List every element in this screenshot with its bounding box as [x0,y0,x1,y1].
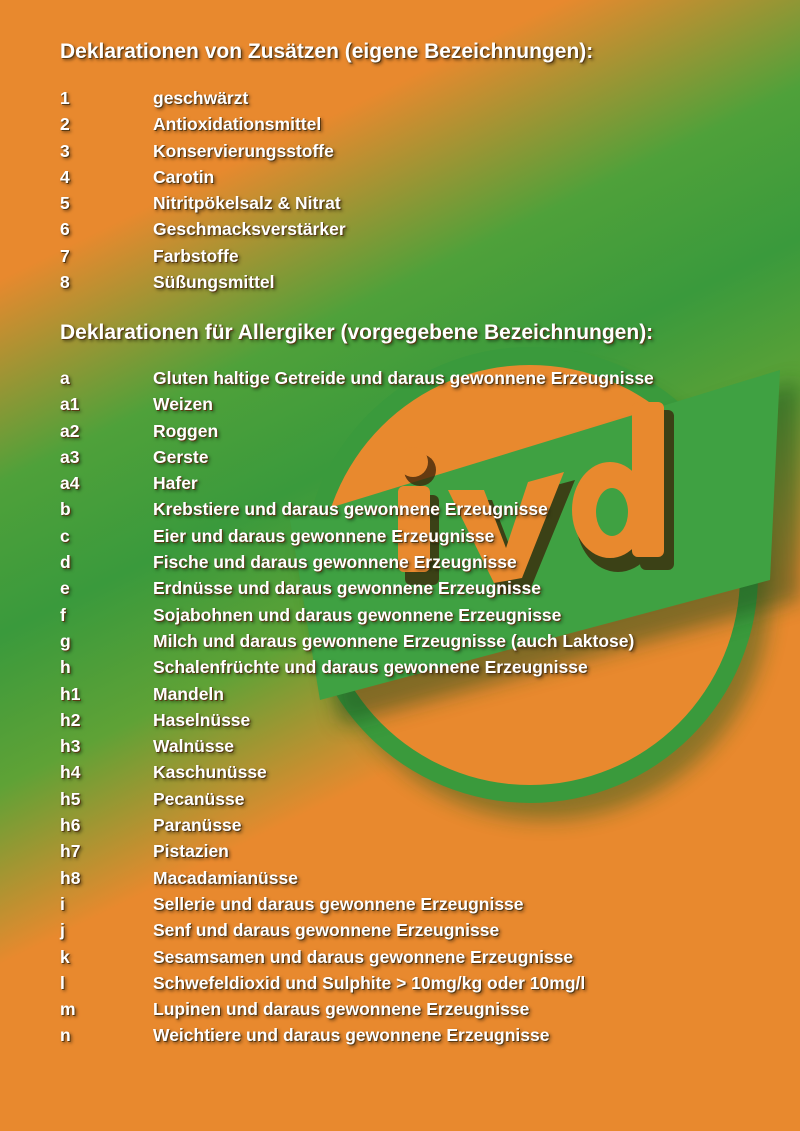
item-label: Farbstoffe [153,245,239,266]
item-label: Pecanüsse [153,788,245,809]
list-item [0,269,800,295]
item-label: Geschmacksverstärker [153,219,346,240]
item-label: Hafer [153,473,198,494]
item-label: Walnüsse [153,736,235,757]
list-item [0,865,800,891]
item-label: Süßungsmittel [153,272,275,293]
item-code: h2 [60,709,81,730]
item-code: a2 [60,420,80,441]
list-item [0,786,800,812]
additives-heading: Deklarationen von Zusätzen (eigene Bezeichnungen): [60,40,594,63]
list-item [0,970,800,996]
item-code: i [60,893,65,914]
item-label: Nitritpökelsalz & Nitrat [153,193,341,214]
item-code: j [60,920,65,941]
list-item [0,470,800,496]
list-item [0,681,800,707]
item-code: 6 [60,219,70,240]
item-code: 3 [60,140,70,161]
item-label: Mandeln [153,683,224,704]
list-item [0,733,800,759]
item-code: g [60,630,71,651]
list-item [0,164,800,190]
item-label: Weichtiere und daraus gewonnene Erzeugnisse [153,1025,550,1046]
item-label: geschwärzt [153,88,249,108]
list-item [0,111,800,137]
item-code: h4 [60,762,81,783]
item-label: Sesamsamen und daraus gewonnene Erzeugnisse [153,946,574,967]
item-code: h5 [60,788,81,809]
item-label: Fische und daraus gewonnene Erzeugnisse [153,552,517,573]
item-label: Schwefeldioxid und Sulphite > 10mg/kg oder 10mg/l [153,972,586,993]
list-item [0,418,800,444]
list-item [0,391,800,417]
item-code: h8 [60,867,81,888]
allergens-heading: Deklarationen für Allergiker (vorgegebene Bezeichnungen): [60,321,654,344]
item-code: d [60,552,71,573]
item-code: h7 [60,841,81,862]
item-label: Gerste [153,446,209,467]
item-code: 1 [60,88,70,108]
item-label: Lupinen und daraus gewonnene Erzeugnisse [153,999,530,1020]
item-code: k [60,946,70,967]
item-label: Pistazien [153,841,229,862]
item-code: h [60,657,71,678]
list-item [0,602,800,628]
item-label: Carotin [153,166,215,187]
list-item [0,628,800,654]
item-label: Krebstiere und daraus gewonnene Erzeugnisse [153,499,548,520]
list-item [0,838,800,864]
item-code: a [60,368,70,388]
item-code: h1 [60,683,81,704]
item-code: l [60,972,65,993]
list-item [0,917,800,943]
item-label: Erdnüsse und daraus gewonnene Erzeugnisse [153,578,542,599]
list-item [0,216,800,242]
list-item [0,996,800,1022]
item-label: Roggen [153,420,219,441]
list-item [0,1022,800,1048]
item-label: Senf und daraus gewonnene Erzeugnisse [153,920,500,941]
item-code: 8 [60,272,70,293]
item-label: Weizen [153,394,213,415]
item-label: Schalenfrüchte und daraus gewonnene Erzeugnisse [153,657,588,678]
additives-list [0,85,800,295]
item-code: a4 [60,473,80,494]
item-code: 7 [60,245,70,266]
item-label: Kaschunüsse [153,762,267,783]
item-code: a1 [60,394,80,415]
item-label: Gluten haltige Getreide und daraus gewonnene Erzeugnisse [153,368,654,388]
list-item [0,707,800,733]
item-code: a3 [60,446,80,467]
item-code: e [60,578,70,599]
item-code: h3 [60,736,81,757]
item-code: 4 [60,166,70,187]
list-item [0,654,800,680]
list-item [0,85,800,111]
item-label: Macadamianüsse [153,867,298,888]
item-code: h6 [60,815,81,836]
item-label: Paranüsse [153,815,242,836]
item-label: Sojabohnen und daraus gewonnene Erzeugnisse [153,604,562,625]
item-code: m [60,999,76,1020]
list-item [0,891,800,917]
item-label: Konservierungsstoffe [153,140,334,161]
item-code: c [60,525,70,546]
list-item [0,444,800,470]
item-label: Haselnüsse [153,709,251,730]
list-item [0,138,800,164]
list-item [0,243,800,269]
list-item [0,523,800,549]
list-item [0,365,800,391]
item-label: Sellerie und daraus gewonnene Erzeugnisse [153,893,524,914]
list-item [0,190,800,216]
list-item [0,812,800,838]
allergens-list [0,365,800,1049]
item-code: 5 [60,193,70,214]
item-label: Eier und daraus gewonnene Erzeugnisse [153,525,495,546]
item-code: 2 [60,114,70,135]
list-item [0,944,800,970]
item-code: b [60,499,71,520]
list-item [0,496,800,522]
item-label: Milch und daraus gewonnene Erzeugnisse (auch Laktose) [153,630,635,651]
list-item [0,549,800,575]
list-item [0,575,800,601]
item-label: Antioxidationsmittel [153,114,322,135]
list-item [0,759,800,785]
item-code: n [60,1025,71,1046]
item-code: f [60,604,66,625]
